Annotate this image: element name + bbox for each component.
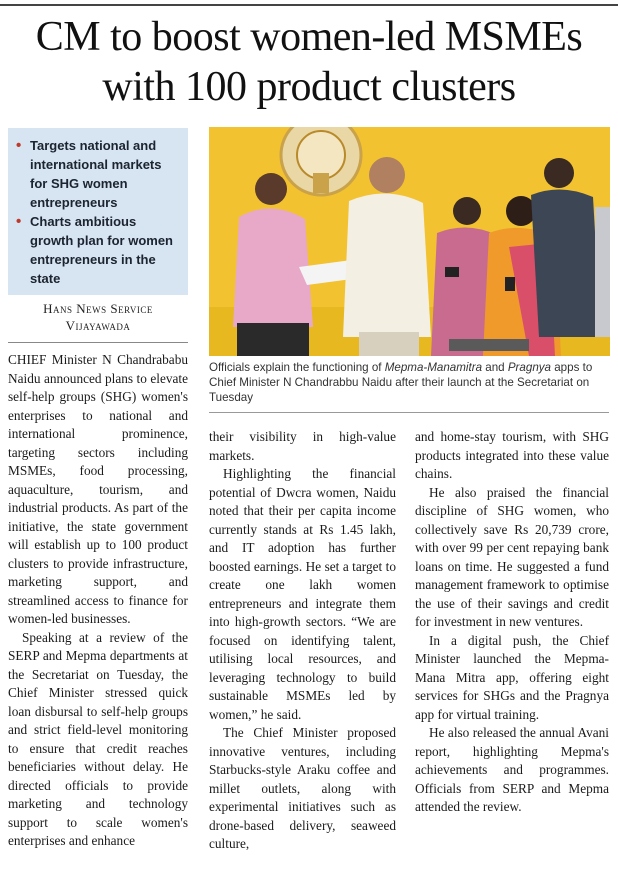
news-photo [209, 127, 610, 356]
article-paragraph: He also released the annual Avani report, highlighting Mepma's achievements and programmes. Officials from SERP and Mepma attended the review. [415, 725, 609, 814]
caption-app-name: Mepma-Manamitra [384, 361, 483, 374]
article-paragraph: Highlighting the financial potential of Dwcra women, Naidu noted that their per capita income currently stands at Rs 1.45 lakh, and IT adoption has further boosted earnings. He set a target to create one lakh women entrepreneurs and integrate them into high-growth sectors. “We are focused on identifying talent, utilising local resources, and leveraging technology to build sustainable MSMEs led by women,” he said. [209, 466, 396, 722]
caption-app-name: Pragnya [507, 361, 552, 374]
article-column-1 [8, 351, 188, 851]
byline [8, 300, 188, 334]
caption-text: Officials explain the functioning of [209, 361, 385, 374]
headline-line-1: CM to boost women-led MSMEs [35, 14, 583, 60]
article-paragraph: CHIEF Minister N Chandrababu Naidu announced plans to elevate self-help groups (SHG) women's enterprises to national and international prominence, targeting sectors including MSMEs, food processing, aquaculture, tourism, and industrial products. As part of the initiative, the state government will establish up to 100 product clusters to provide infrastructure, marketing support, and streamlined access to finance for women-led businesses. [8, 352, 188, 626]
highlight-item: • Charts ambitious growth plan for women entrepreneurs in the state [16, 212, 182, 288]
top-rule [0, 4, 618, 6]
byline-location: Vijayawada [65, 318, 131, 333]
article-paragraph: Speaking at a review of the SERP and Mepma departments at the Secretariat on Tuesday, the Chief Minister stressed quick loan disbursal to self-help groups and strict field-level monitoring to ensure that credit reaches beneficiaries without delay. He directed officials to provide marketing and technology support to scale women's enterprises and enhance [8, 629, 188, 848]
byline-divider [8, 342, 188, 343]
caption-text: and [482, 361, 508, 374]
highlight-item: • Targets national and international markets for SHG women entrepreneurs [16, 136, 182, 212]
caption-text: apps to Chief Minister N Chandrabbu Naidu after their launch at the Secretariat on Tuesday [209, 361, 593, 404]
headline-line-2: with 100 product clusters [102, 64, 516, 110]
caption-divider [209, 412, 609, 413]
article-paragraph: He also praised the financial discipline of SHG women, who collectively save Rs 20,739 crore, with over 99 per cent repaying bank loans on time. He suggested a fund management framework to optimise the use of their savings and credit for investment in new ventures. [415, 484, 609, 629]
article-paragraph: and home-stay tourism, with SHG products integrated into these value chains. [415, 429, 609, 481]
article-column-2 [209, 428, 396, 854]
article-column-3 [415, 428, 609, 817]
article-paragraph: their visibility in high-value markets. [209, 429, 396, 463]
headline [0, 12, 618, 112]
photo-icon [209, 127, 610, 356]
byline-agency: Hans News Service [43, 301, 153, 316]
highlights-box [8, 128, 188, 295]
article-paragraph: The Chief Minister proposed innovative ventures, including Starbucks-style Araku coffee and millet outlets, along with experimental initiatives such as drone-based delivery, seaweed culture, [209, 725, 396, 851]
photo-caption [209, 360, 609, 405]
article-paragraph: In a digital push, the Chief Minister launched the Mepma-Mana Mitra app, offering eight services for SHGs and the Pragnya app for virtual training. [415, 632, 609, 722]
